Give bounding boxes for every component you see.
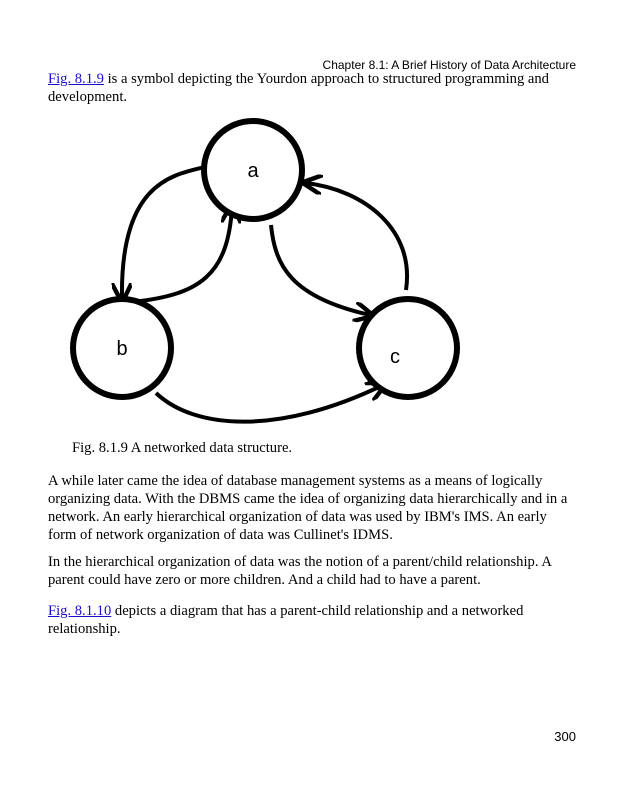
closing-paragraph (48, 602, 576, 638)
page-number: 300 (554, 729, 576, 744)
chapter-header: Chapter 8.1: A Brief History of Data Architecture (322, 58, 576, 72)
dbms-paragraph: A while later came the idea of database management systems as a means of logically organizing data. With the DBMS came the idea of organizing data hierarchically and in a network. An early hierarchical organization of data was used by IBM's IMS. An early form of network organization of data was Cullinet's IDMS. (48, 473, 568, 543)
node-a (204, 121, 302, 219)
networked-data-structure-diagram (60, 115, 490, 435)
closing-text: depicts a diagram that has a parent-child relationship and a networked relationship. (48, 603, 524, 637)
node-a-label: a (247, 160, 259, 182)
edge-a-to-c (271, 225, 370, 315)
edge-b-to-c (156, 385, 383, 422)
intro-text: is a symbol depicting the Yourdon approach to structured programming and development. (48, 71, 549, 105)
edge-a-to-b (122, 167, 205, 299)
fig-8-1-9-link[interactable]: Fig. 8.1.9 (48, 71, 104, 87)
figure-caption: Fig. 8.1.9 A networked data structure. (72, 440, 293, 456)
node-c-label: c (390, 346, 400, 368)
fig-8-1-10-link[interactable]: Fig. 8.1.10 (48, 603, 112, 619)
edge-c-to-a (306, 183, 407, 290)
hierarchy-paragraph: In the hierarchical organization of data was the notion of a parent/child relationship. A parent could have zero or more children. And a child had to have a parent. (48, 554, 552, 588)
node-b-label: b (116, 338, 128, 360)
node-b (73, 299, 171, 397)
node-c (359, 299, 457, 397)
edge-b-to-a (132, 207, 232, 302)
intro-paragraph (48, 70, 576, 106)
